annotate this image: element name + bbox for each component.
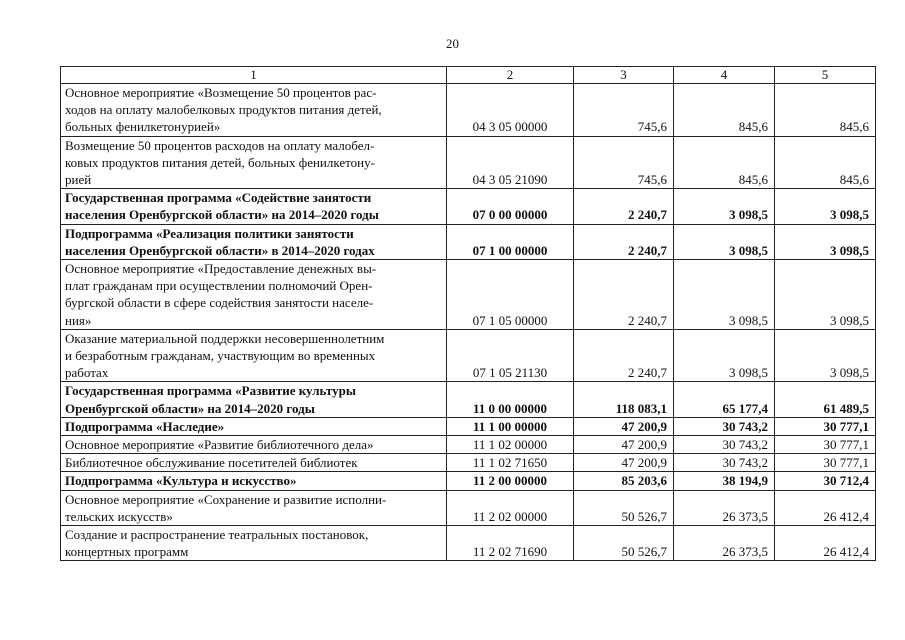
- row-code-cell: 11 2 02 00000: [447, 490, 574, 525]
- row-code-cell: 07 1 00 00000: [447, 224, 574, 259]
- row-value-col3-cell: 47 200,9: [574, 417, 674, 435]
- row-value-col4-cell: 3 098,5: [674, 224, 775, 259]
- table-body: [61, 67, 876, 561]
- row-value-col5-cell: 845,6: [775, 136, 876, 189]
- table-row: [61, 189, 876, 224]
- row-value-col3-cell: 47 200,9: [574, 436, 674, 454]
- column-header: 3: [574, 67, 674, 84]
- table-row: [61, 136, 876, 189]
- table-row: [61, 454, 876, 472]
- table-row: [61, 224, 876, 259]
- row-value-col3-cell: 118 083,1: [574, 382, 674, 417]
- row-value-col5-cell: 26 412,4: [775, 526, 876, 561]
- row-value-col3-cell: 2 240,7: [574, 189, 674, 224]
- row-value-col4-cell: 3 098,5: [674, 260, 775, 330]
- row-value-col4-cell: 30 743,2: [674, 417, 775, 435]
- row-name-cell: Библиотечное обслуживание посетителей библиотек: [61, 454, 447, 472]
- row-value-col3-cell: 2 240,7: [574, 260, 674, 330]
- row-value-col5-cell: 30 712,4: [775, 472, 876, 490]
- row-value-col3-cell: 50 526,7: [574, 490, 674, 525]
- row-value-col5-cell: 30 777,1: [775, 454, 876, 472]
- row-name-cell: Подпрограмма «Культура и искусство»: [61, 472, 447, 490]
- row-value-col3-cell: 745,6: [574, 136, 674, 189]
- row-code-cell: 11 0 00 00000: [447, 382, 574, 417]
- row-name-cell: Основное мероприятие «Сохранение и развитие исполни- тельских искусств»: [61, 490, 447, 525]
- column-header: 4: [674, 67, 775, 84]
- row-value-col5-cell: 26 412,4: [775, 490, 876, 525]
- row-value-col4-cell: 845,6: [674, 136, 775, 189]
- row-code-cell: 11 1 00 00000: [447, 417, 574, 435]
- column-header: 2: [447, 67, 574, 84]
- row-value-col4-cell: 30 743,2: [674, 454, 775, 472]
- row-value-col4-cell: 30 743,2: [674, 436, 775, 454]
- row-value-col3-cell: 745,6: [574, 84, 674, 137]
- row-code-cell: 11 1 02 00000: [447, 436, 574, 454]
- column-header: 5: [775, 67, 876, 84]
- row-name-cell: Государственная программа «Развитие культуры Оренбургской области» на 2014–2020 годы: [61, 382, 447, 417]
- row-value-col4-cell: 26 373,5: [674, 490, 775, 525]
- row-value-col4-cell: 38 194,9: [674, 472, 775, 490]
- row-value-col5-cell: 3 098,5: [775, 260, 876, 330]
- row-code-cell: 11 1 02 71650: [447, 454, 574, 472]
- table-row: [61, 490, 876, 525]
- row-value-col5-cell: 30 777,1: [775, 417, 876, 435]
- row-value-col3-cell: 47 200,9: [574, 454, 674, 472]
- row-value-col5-cell: 3 098,5: [775, 329, 876, 382]
- table-row: [61, 526, 876, 561]
- row-value-col4-cell: 3 098,5: [674, 189, 775, 224]
- row-value-col5-cell: 61 489,5: [775, 382, 876, 417]
- row-value-col3-cell: 85 203,6: [574, 472, 674, 490]
- row-name-cell: Возмещение 50 процентов расходов на оплату малобел- ковых продуктов питания детей, больных фенилкетону- рией: [61, 136, 447, 189]
- row-value-col4-cell: 65 177,4: [674, 382, 775, 417]
- row-name-cell: Подпрограмма «Наследие»: [61, 417, 447, 435]
- row-name-cell: Государственная программа «Содействие занятости населения Оренбургской области» на 2014–2020 годы: [61, 189, 447, 224]
- row-code-cell: 07 0 00 00000: [447, 189, 574, 224]
- table-row: [61, 436, 876, 454]
- row-value-col5-cell: 3 098,5: [775, 189, 876, 224]
- row-value-col4-cell: 3 098,5: [674, 329, 775, 382]
- row-code-cell: 04 3 05 21090: [447, 136, 574, 189]
- row-value-col3-cell: 50 526,7: [574, 526, 674, 561]
- row-name-cell: Основное мероприятие «Предоставление денежных вы- плат гражданам при осуществлении полномочий Орен- бургской области в сфере содействия занятости населе- ния»: [61, 260, 447, 330]
- table-row: [61, 472, 876, 490]
- row-value-col5-cell: 30 777,1: [775, 436, 876, 454]
- row-code-cell: 11 2 00 00000: [447, 472, 574, 490]
- row-code-cell: 07 1 05 21130: [447, 329, 574, 382]
- row-value-col4-cell: 845,6: [674, 84, 775, 137]
- row-code-cell: 07 1 05 00000: [447, 260, 574, 330]
- row-code-cell: 11 2 02 71690: [447, 526, 574, 561]
- page-number: 20: [446, 36, 459, 51]
- table-row: [61, 417, 876, 435]
- table-row: [61, 329, 876, 382]
- row-name-cell: Основное мероприятие «Возмещение 50 процентов рас- ходов на оплату малобелковых продуктов питания детей, больных фенилкетонурией»: [61, 84, 447, 137]
- table-row: [61, 84, 876, 137]
- row-name-cell: Создание и распространение театральных постановок, концертных программ: [61, 526, 447, 561]
- row-name-cell: Основное мероприятие «Развитие библиотечного дела»: [61, 436, 447, 454]
- row-value-col3-cell: 2 240,7: [574, 329, 674, 382]
- table-row: [61, 260, 876, 330]
- row-name-cell: Подпрограмма «Реализация политики занятости населения Оренбургской области» в 2014–2020 годах: [61, 224, 447, 259]
- row-value-col4-cell: 26 373,5: [674, 526, 775, 561]
- row-name-cell: Оказание материальной поддержки несовершеннолетним и безработным гражданам, участвующим во временных работах: [61, 329, 447, 382]
- budget-table: [60, 66, 876, 561]
- row-value-col5-cell: 3 098,5: [775, 224, 876, 259]
- column-header: 1: [61, 67, 447, 84]
- row-code-cell: 04 3 05 00000: [447, 84, 574, 137]
- table-header-row: [61, 67, 876, 84]
- table-row: [61, 382, 876, 417]
- row-value-col3-cell: 2 240,7: [574, 224, 674, 259]
- row-value-col5-cell: 845,6: [775, 84, 876, 137]
